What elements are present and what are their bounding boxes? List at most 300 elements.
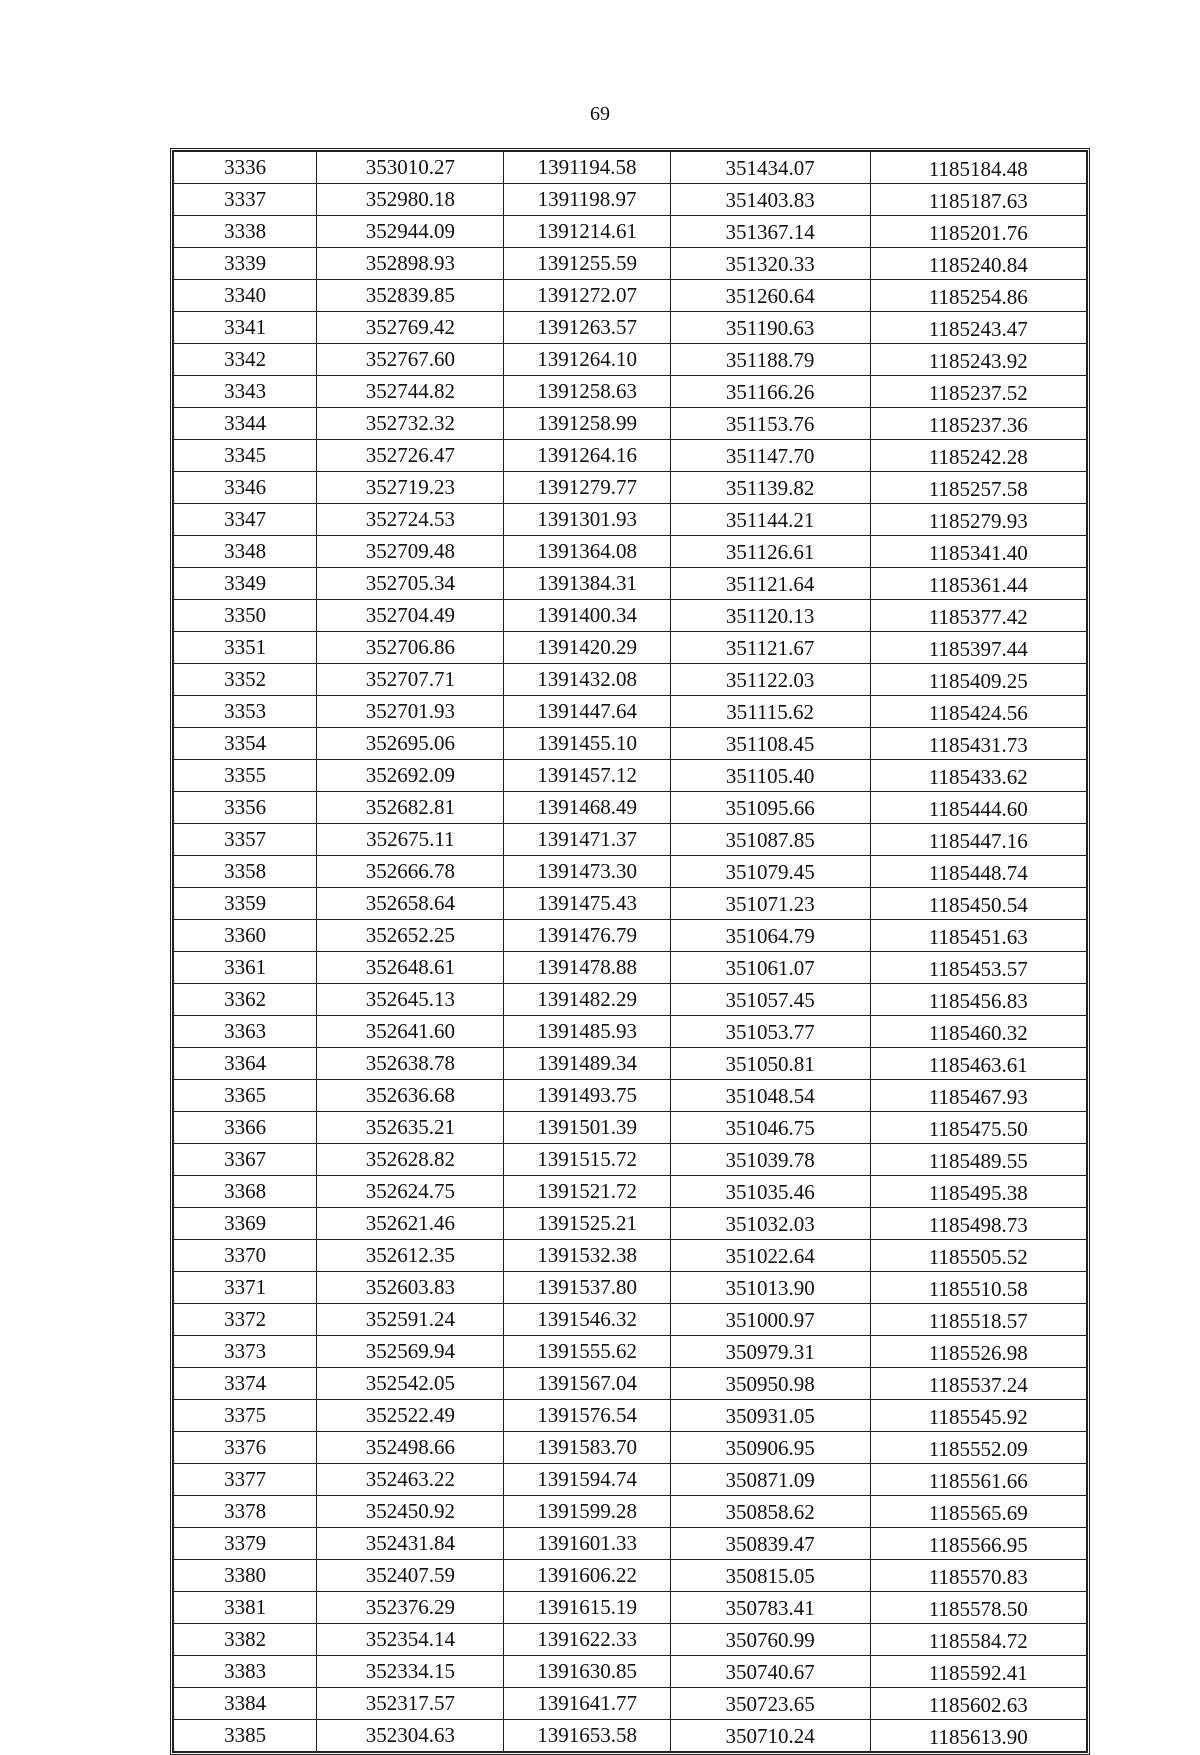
- point-id-cell: 3378: [174, 1496, 317, 1528]
- x1-coordinate-cell: 352707.71: [317, 664, 504, 696]
- x2-coordinate-cell: 351105.40: [670, 760, 870, 792]
- x1-coordinate-cell: 352709.48: [317, 536, 504, 568]
- x1-coordinate-cell: 352628.82: [317, 1144, 504, 1176]
- table-row: [174, 1624, 1087, 1656]
- y1-coordinate-cell: 1391255.59: [504, 248, 670, 280]
- x2-coordinate-cell: 351188.79: [670, 344, 870, 376]
- point-id-cell: 3352: [174, 664, 317, 696]
- y2-coordinate-cell: 1185545.92: [870, 1400, 1086, 1432]
- table-row: [174, 664, 1087, 696]
- x2-coordinate-cell: 351000.97: [670, 1304, 870, 1336]
- y2-coordinate-cell: 1185526.98: [870, 1336, 1086, 1368]
- point-id-cell: 3363: [174, 1016, 317, 1048]
- y2-coordinate-cell: 1185240.84: [870, 248, 1086, 280]
- x1-coordinate-cell: 352304.63: [317, 1720, 504, 1752]
- x2-coordinate-cell: 351120.13: [670, 600, 870, 632]
- y1-coordinate-cell: 1391606.22: [504, 1560, 670, 1592]
- point-id-cell: 3337: [174, 184, 317, 216]
- point-id-cell: 3369: [174, 1208, 317, 1240]
- table-row: [174, 1112, 1087, 1144]
- point-id-cell: 3381: [174, 1592, 317, 1624]
- y2-coordinate-cell: 1185184.48: [870, 152, 1086, 184]
- table-row: [174, 248, 1087, 280]
- y1-coordinate-cell: 1391471.37: [504, 824, 670, 856]
- x1-coordinate-cell: 352767.60: [317, 344, 504, 376]
- table-row: [174, 312, 1087, 344]
- y1-coordinate-cell: 1391384.31: [504, 568, 670, 600]
- table-row: [174, 1176, 1087, 1208]
- table-row: [174, 1144, 1087, 1176]
- point-id-cell: 3357: [174, 824, 317, 856]
- x1-coordinate-cell: 352621.46: [317, 1208, 504, 1240]
- x1-coordinate-cell: 352682.81: [317, 792, 504, 824]
- x1-coordinate-cell: 352769.42: [317, 312, 504, 344]
- y1-coordinate-cell: 1391473.30: [504, 856, 670, 888]
- x2-coordinate-cell: 350906.95: [670, 1432, 870, 1464]
- x1-coordinate-cell: 352641.60: [317, 1016, 504, 1048]
- y2-coordinate-cell: 1185453.57: [870, 952, 1086, 984]
- y2-coordinate-cell: 1185257.58: [870, 472, 1086, 504]
- table-row: [174, 792, 1087, 824]
- table-row: [174, 1016, 1087, 1048]
- y2-coordinate-cell: 1185460.32: [870, 1016, 1086, 1048]
- x2-coordinate-cell: 351122.03: [670, 664, 870, 696]
- x2-coordinate-cell: 350871.09: [670, 1464, 870, 1496]
- x1-coordinate-cell: 352591.24: [317, 1304, 504, 1336]
- y1-coordinate-cell: 1391198.97: [504, 184, 670, 216]
- y2-coordinate-cell: 1185467.93: [870, 1080, 1086, 1112]
- coordinate-table-frame: [170, 148, 1090, 1755]
- y2-coordinate-cell: 1185450.54: [870, 888, 1086, 920]
- x2-coordinate-cell: 350740.67: [670, 1656, 870, 1688]
- x2-coordinate-cell: 351108.45: [670, 728, 870, 760]
- y1-coordinate-cell: 1391583.70: [504, 1432, 670, 1464]
- y2-coordinate-cell: 1185242.28: [870, 440, 1086, 472]
- y1-coordinate-cell: 1391194.58: [504, 152, 670, 184]
- x1-coordinate-cell: 352726.47: [317, 440, 504, 472]
- x2-coordinate-cell: 351039.78: [670, 1144, 870, 1176]
- x1-coordinate-cell: 352695.06: [317, 728, 504, 760]
- point-id-cell: 3336: [174, 152, 317, 184]
- point-id-cell: 3377: [174, 1464, 317, 1496]
- table-row: [174, 1656, 1087, 1688]
- y1-coordinate-cell: 1391457.12: [504, 760, 670, 792]
- y2-coordinate-cell: 1185475.50: [870, 1112, 1086, 1144]
- x2-coordinate-cell: 351061.07: [670, 952, 870, 984]
- y1-coordinate-cell: 1391264.16: [504, 440, 670, 472]
- x1-coordinate-cell: 352542.05: [317, 1368, 504, 1400]
- point-id-cell: 3368: [174, 1176, 317, 1208]
- x1-coordinate-cell: 352705.34: [317, 568, 504, 600]
- x2-coordinate-cell: 350979.31: [670, 1336, 870, 1368]
- table-row: [174, 952, 1087, 984]
- x2-coordinate-cell: 351053.77: [670, 1016, 870, 1048]
- y1-coordinate-cell: 1391521.72: [504, 1176, 670, 1208]
- x2-coordinate-cell: 351087.85: [670, 824, 870, 856]
- x1-coordinate-cell: 352522.49: [317, 1400, 504, 1432]
- table-row: [174, 1688, 1087, 1720]
- y2-coordinate-cell: 1185424.56: [870, 696, 1086, 728]
- point-id-cell: 3355: [174, 760, 317, 792]
- coordinate-table-body: [174, 152, 1087, 1752]
- y1-coordinate-cell: 1391501.39: [504, 1112, 670, 1144]
- y2-coordinate-cell: 1185409.25: [870, 664, 1086, 696]
- x2-coordinate-cell: 351139.82: [670, 472, 870, 504]
- table-row: [174, 440, 1087, 472]
- y2-coordinate-cell: 1185561.66: [870, 1464, 1086, 1496]
- y2-coordinate-cell: 1185584.72: [870, 1624, 1086, 1656]
- point-id-cell: 3370: [174, 1240, 317, 1272]
- y1-coordinate-cell: 1391532.38: [504, 1240, 670, 1272]
- y2-coordinate-cell: 1185444.60: [870, 792, 1086, 824]
- point-id-cell: 3362: [174, 984, 317, 1016]
- point-id-cell: 3338: [174, 216, 317, 248]
- x2-coordinate-cell: 351071.23: [670, 888, 870, 920]
- point-id-cell: 3375: [174, 1400, 317, 1432]
- y2-coordinate-cell: 1185570.83: [870, 1560, 1086, 1592]
- x2-coordinate-cell: 350839.47: [670, 1528, 870, 1560]
- y1-coordinate-cell: 1391468.49: [504, 792, 670, 824]
- x1-coordinate-cell: 352944.09: [317, 216, 504, 248]
- y1-coordinate-cell: 1391485.93: [504, 1016, 670, 1048]
- point-id-cell: 3376: [174, 1432, 317, 1464]
- point-id-cell: 3342: [174, 344, 317, 376]
- point-id-cell: 3344: [174, 408, 317, 440]
- y2-coordinate-cell: 1185451.63: [870, 920, 1086, 952]
- table-row: [174, 760, 1087, 792]
- x1-coordinate-cell: 352732.32: [317, 408, 504, 440]
- point-id-cell: 3351: [174, 632, 317, 664]
- point-id-cell: 3385: [174, 1720, 317, 1752]
- x2-coordinate-cell: 351057.45: [670, 984, 870, 1016]
- y1-coordinate-cell: 1391264.10: [504, 344, 670, 376]
- point-id-cell: 3359: [174, 888, 317, 920]
- x1-coordinate-cell: 352744.82: [317, 376, 504, 408]
- y1-coordinate-cell: 1391475.43: [504, 888, 670, 920]
- point-id-cell: 3380: [174, 1560, 317, 1592]
- y1-coordinate-cell: 1391622.33: [504, 1624, 670, 1656]
- y1-coordinate-cell: 1391489.34: [504, 1048, 670, 1080]
- table-row: [174, 1432, 1087, 1464]
- y2-coordinate-cell: 1185537.24: [870, 1368, 1086, 1400]
- y1-coordinate-cell: 1391537.80: [504, 1272, 670, 1304]
- point-id-cell: 3371: [174, 1272, 317, 1304]
- table-row: [174, 184, 1087, 216]
- x2-coordinate-cell: 351367.14: [670, 216, 870, 248]
- x1-coordinate-cell: 352407.59: [317, 1560, 504, 1592]
- point-id-cell: 3348: [174, 536, 317, 568]
- y2-coordinate-cell: 1185243.47: [870, 312, 1086, 344]
- table-row: [174, 1560, 1087, 1592]
- point-id-cell: 3347: [174, 504, 317, 536]
- table-row: [174, 152, 1087, 184]
- y1-coordinate-cell: 1391615.19: [504, 1592, 670, 1624]
- x1-coordinate-cell: 352450.92: [317, 1496, 504, 1528]
- x1-coordinate-cell: 352648.61: [317, 952, 504, 984]
- x1-coordinate-cell: 352624.75: [317, 1176, 504, 1208]
- table-row: [174, 504, 1087, 536]
- x1-coordinate-cell: 352675.11: [317, 824, 504, 856]
- y2-coordinate-cell: 1185279.93: [870, 504, 1086, 536]
- point-id-cell: 3382: [174, 1624, 317, 1656]
- y1-coordinate-cell: 1391420.29: [504, 632, 670, 664]
- table-row: [174, 408, 1087, 440]
- y2-coordinate-cell: 1185254.86: [870, 280, 1086, 312]
- x2-coordinate-cell: 351144.21: [670, 504, 870, 536]
- y2-coordinate-cell: 1185447.16: [870, 824, 1086, 856]
- table-row: [174, 1080, 1087, 1112]
- x1-coordinate-cell: 352569.94: [317, 1336, 504, 1368]
- x2-coordinate-cell: 350723.65: [670, 1688, 870, 1720]
- y2-coordinate-cell: 1185456.83: [870, 984, 1086, 1016]
- x1-coordinate-cell: 352658.64: [317, 888, 504, 920]
- point-id-cell: 3367: [174, 1144, 317, 1176]
- y2-coordinate-cell: 1185592.41: [870, 1656, 1086, 1688]
- x1-coordinate-cell: 352431.84: [317, 1528, 504, 1560]
- table-row: [174, 1304, 1087, 1336]
- x2-coordinate-cell: 351121.64: [670, 568, 870, 600]
- x2-coordinate-cell: 351147.70: [670, 440, 870, 472]
- table-row: [174, 1208, 1087, 1240]
- y2-coordinate-cell: 1185565.69: [870, 1496, 1086, 1528]
- point-id-cell: 3339: [174, 248, 317, 280]
- y2-coordinate-cell: 1185448.74: [870, 856, 1086, 888]
- x2-coordinate-cell: 351403.83: [670, 184, 870, 216]
- x1-coordinate-cell: 352980.18: [317, 184, 504, 216]
- y1-coordinate-cell: 1391630.85: [504, 1656, 670, 1688]
- y1-coordinate-cell: 1391525.21: [504, 1208, 670, 1240]
- y1-coordinate-cell: 1391576.54: [504, 1400, 670, 1432]
- coordinate-table: [173, 151, 1087, 1752]
- point-id-cell: 3356: [174, 792, 317, 824]
- y2-coordinate-cell: 1185377.42: [870, 600, 1086, 632]
- x2-coordinate-cell: 351115.62: [670, 696, 870, 728]
- y1-coordinate-cell: 1391432.08: [504, 664, 670, 696]
- point-id-cell: 3374: [174, 1368, 317, 1400]
- x2-coordinate-cell: 351032.03: [670, 1208, 870, 1240]
- table-row: [174, 728, 1087, 760]
- point-id-cell: 3383: [174, 1656, 317, 1688]
- point-id-cell: 3384: [174, 1688, 317, 1720]
- y2-coordinate-cell: 1185243.92: [870, 344, 1086, 376]
- table-row: [174, 920, 1087, 952]
- point-id-cell: 3345: [174, 440, 317, 472]
- y1-coordinate-cell: 1391214.61: [504, 216, 670, 248]
- y2-coordinate-cell: 1185433.62: [870, 760, 1086, 792]
- x1-coordinate-cell: 352652.25: [317, 920, 504, 952]
- x2-coordinate-cell: 351050.81: [670, 1048, 870, 1080]
- x1-coordinate-cell: 352839.85: [317, 280, 504, 312]
- point-id-cell: 3350: [174, 600, 317, 632]
- y1-coordinate-cell: 1391455.10: [504, 728, 670, 760]
- table-row: [174, 1496, 1087, 1528]
- x1-coordinate-cell: 352636.68: [317, 1080, 504, 1112]
- x1-coordinate-cell: 352317.57: [317, 1688, 504, 1720]
- y1-coordinate-cell: 1391482.29: [504, 984, 670, 1016]
- x1-coordinate-cell: 352898.93: [317, 248, 504, 280]
- x1-coordinate-cell: 352701.93: [317, 696, 504, 728]
- table-row: [174, 632, 1087, 664]
- point-id-cell: 3373: [174, 1336, 317, 1368]
- x2-coordinate-cell: 351048.54: [670, 1080, 870, 1112]
- table-row: [174, 1240, 1087, 1272]
- table-row: [174, 1528, 1087, 1560]
- x1-coordinate-cell: 352666.78: [317, 856, 504, 888]
- x2-coordinate-cell: 350815.05: [670, 1560, 870, 1592]
- table-row: [174, 888, 1087, 920]
- table-row: [174, 1400, 1087, 1432]
- y1-coordinate-cell: 1391546.32: [504, 1304, 670, 1336]
- table-row: [174, 1368, 1087, 1400]
- x2-coordinate-cell: 351121.67: [670, 632, 870, 664]
- x1-coordinate-cell: 352612.35: [317, 1240, 504, 1272]
- y1-coordinate-cell: 1391279.77: [504, 472, 670, 504]
- y2-coordinate-cell: 1185510.58: [870, 1272, 1086, 1304]
- y1-coordinate-cell: 1391594.74: [504, 1464, 670, 1496]
- x1-coordinate-cell: 352635.21: [317, 1112, 504, 1144]
- y2-coordinate-cell: 1185602.63: [870, 1688, 1086, 1720]
- table-row: [174, 1336, 1087, 1368]
- x2-coordinate-cell: 350858.62: [670, 1496, 870, 1528]
- x1-coordinate-cell: 352645.13: [317, 984, 504, 1016]
- x2-coordinate-cell: 351153.76: [670, 408, 870, 440]
- table-row: [174, 984, 1087, 1016]
- y2-coordinate-cell: 1185578.50: [870, 1592, 1086, 1624]
- x2-coordinate-cell: 351434.07: [670, 152, 870, 184]
- table-row: [174, 1048, 1087, 1080]
- point-id-cell: 3346: [174, 472, 317, 504]
- x2-coordinate-cell: 350931.05: [670, 1400, 870, 1432]
- y2-coordinate-cell: 1185489.55: [870, 1144, 1086, 1176]
- y2-coordinate-cell: 1185361.44: [870, 568, 1086, 600]
- y1-coordinate-cell: 1391258.99: [504, 408, 670, 440]
- x2-coordinate-cell: 351190.63: [670, 312, 870, 344]
- y1-coordinate-cell: 1391447.64: [504, 696, 670, 728]
- y2-coordinate-cell: 1185613.90: [870, 1720, 1086, 1752]
- y2-coordinate-cell: 1185397.44: [870, 632, 1086, 664]
- point-id-cell: 3379: [174, 1528, 317, 1560]
- y2-coordinate-cell: 1185187.63: [870, 184, 1086, 216]
- point-id-cell: 3343: [174, 376, 317, 408]
- x1-coordinate-cell: 352704.49: [317, 600, 504, 632]
- x1-coordinate-cell: 352376.29: [317, 1592, 504, 1624]
- y1-coordinate-cell: 1391258.63: [504, 376, 670, 408]
- x2-coordinate-cell: 351126.61: [670, 536, 870, 568]
- y2-coordinate-cell: 1185237.36: [870, 408, 1086, 440]
- table-row: [174, 1464, 1087, 1496]
- y1-coordinate-cell: 1391263.57: [504, 312, 670, 344]
- table-row: [174, 600, 1087, 632]
- y1-coordinate-cell: 1391641.77: [504, 1688, 670, 1720]
- x2-coordinate-cell: 351260.64: [670, 280, 870, 312]
- table-row: [174, 824, 1087, 856]
- table-row: [174, 472, 1087, 504]
- table-row: [174, 568, 1087, 600]
- table-row: [174, 536, 1087, 568]
- y1-coordinate-cell: 1391272.07: [504, 280, 670, 312]
- y2-coordinate-cell: 1185463.61: [870, 1048, 1086, 1080]
- y1-coordinate-cell: 1391515.72: [504, 1144, 670, 1176]
- point-id-cell: 3349: [174, 568, 317, 600]
- point-id-cell: 3341: [174, 312, 317, 344]
- table-row: [174, 280, 1087, 312]
- point-id-cell: 3364: [174, 1048, 317, 1080]
- table-row: [174, 1720, 1087, 1752]
- x1-coordinate-cell: 352603.83: [317, 1272, 504, 1304]
- y2-coordinate-cell: 1185431.73: [870, 728, 1086, 760]
- y1-coordinate-cell: 1391301.93: [504, 504, 670, 536]
- point-id-cell: 3366: [174, 1112, 317, 1144]
- point-id-cell: 3360: [174, 920, 317, 952]
- x2-coordinate-cell: 351064.79: [670, 920, 870, 952]
- x2-coordinate-cell: 351166.26: [670, 376, 870, 408]
- y2-coordinate-cell: 1185566.95: [870, 1528, 1086, 1560]
- point-id-cell: 3361: [174, 952, 317, 984]
- x2-coordinate-cell: 351035.46: [670, 1176, 870, 1208]
- y1-coordinate-cell: 1391653.58: [504, 1720, 670, 1752]
- y1-coordinate-cell: 1391478.88: [504, 952, 670, 984]
- x2-coordinate-cell: 350760.99: [670, 1624, 870, 1656]
- table-row: [174, 216, 1087, 248]
- x1-coordinate-cell: 352719.23: [317, 472, 504, 504]
- y1-coordinate-cell: 1391599.28: [504, 1496, 670, 1528]
- x2-coordinate-cell: 351095.66: [670, 792, 870, 824]
- x1-coordinate-cell: 352354.14: [317, 1624, 504, 1656]
- point-id-cell: 3372: [174, 1304, 317, 1336]
- x2-coordinate-cell: 351013.90: [670, 1272, 870, 1304]
- table-row: [174, 344, 1087, 376]
- y1-coordinate-cell: 1391567.04: [504, 1368, 670, 1400]
- table-row: [174, 856, 1087, 888]
- x2-coordinate-cell: 351022.64: [670, 1240, 870, 1272]
- y1-coordinate-cell: 1391400.34: [504, 600, 670, 632]
- y2-coordinate-cell: 1185237.52: [870, 376, 1086, 408]
- y2-coordinate-cell: 1185341.40: [870, 536, 1086, 568]
- y2-coordinate-cell: 1185498.73: [870, 1208, 1086, 1240]
- x1-coordinate-cell: 352638.78: [317, 1048, 504, 1080]
- x2-coordinate-cell: 350950.98: [670, 1368, 870, 1400]
- table-row: [174, 1592, 1087, 1624]
- x2-coordinate-cell: 351046.75: [670, 1112, 870, 1144]
- x1-coordinate-cell: 352334.15: [317, 1656, 504, 1688]
- y1-coordinate-cell: 1391364.08: [504, 536, 670, 568]
- y1-coordinate-cell: 1391493.75: [504, 1080, 670, 1112]
- x1-coordinate-cell: 352706.86: [317, 632, 504, 664]
- x1-coordinate-cell: 352463.22: [317, 1464, 504, 1496]
- x2-coordinate-cell: 350710.24: [670, 1720, 870, 1752]
- y2-coordinate-cell: 1185495.38: [870, 1176, 1086, 1208]
- x1-coordinate-cell: 352498.66: [317, 1432, 504, 1464]
- x1-coordinate-cell: 352692.09: [317, 760, 504, 792]
- y2-coordinate-cell: 1185505.52: [870, 1240, 1086, 1272]
- y1-coordinate-cell: 1391601.33: [504, 1528, 670, 1560]
- x2-coordinate-cell: 350783.41: [670, 1592, 870, 1624]
- table-row: [174, 696, 1087, 728]
- point-id-cell: 3358: [174, 856, 317, 888]
- y1-coordinate-cell: 1391476.79: [504, 920, 670, 952]
- y2-coordinate-cell: 1185518.57: [870, 1304, 1086, 1336]
- x1-coordinate-cell: 353010.27: [317, 152, 504, 184]
- y2-coordinate-cell: 1185201.76: [870, 216, 1086, 248]
- point-id-cell: 3365: [174, 1080, 317, 1112]
- table-row: [174, 1272, 1087, 1304]
- y2-coordinate-cell: 1185552.09: [870, 1432, 1086, 1464]
- x2-coordinate-cell: 351079.45: [670, 856, 870, 888]
- x1-coordinate-cell: 352724.53: [317, 504, 504, 536]
- point-id-cell: 3340: [174, 280, 317, 312]
- table-row: [174, 376, 1087, 408]
- point-id-cell: 3354: [174, 728, 317, 760]
